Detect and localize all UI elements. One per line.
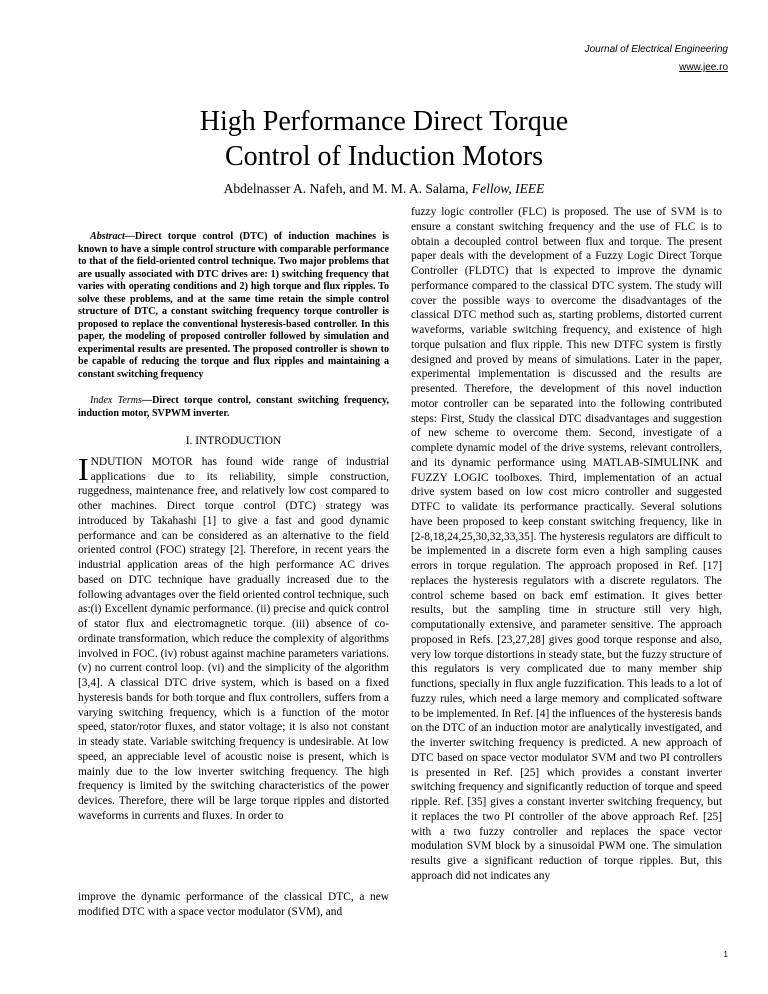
section-heading-introduction: I. INTRODUCTION (185, 435, 282, 447)
author-names: Abdelnasser A. Nafeh, and M. M. A. Salama, (223, 181, 472, 196)
abstract-label: Abstract (90, 231, 125, 242)
abstract-text: Direct torque control (DTC) of induction machines is known to have a simple control structure with comparable performance to that of the field-oriented control technique. Two major problems that are usually associated with DTC drives are: 1) switching frequency that varies with operating conditions and 2) high torque and flux ripples. To solve these problems, and at the same time retain the simple control structure of DTC, a constant switching frequency torque controller is proposed to replace the conventional hysteresis-based controller. In this paper, the modeling of proposed controller followed by simulation and experimental results are presented. The proposed controller is shown to be capable of reducing the torque and flux ripples and maintaining a constant switching frequency (78, 231, 389, 380)
abstract-dash: — (124, 231, 135, 242)
drop-cap: I (78, 450, 89, 487)
intro-text-left: NDUTION MOTOR has found wide range of industrial applications due to its reliability, simple construction, ruggedness, maintenance free, and relatively low cost compared to other machines. Direct torque control (DTC) strategy was introduced by Takahashi [1] to give a fast and good dynamic performance and can be considered as an alternative to the field oriented control (FOC) strategy [2]. Therefore, in recent years the industrial application areas of the high performance AC drives based on DTC technique have gradually increased due to the following advantages over the field oriented control technique, such as:(i) Excellent dynamic performance. (ii) precise and quick control of stator flux and electromagnetic torque. (iii) absence of co-ordinate transformation, which reduce the complexity of algorithms involved in FOC. (iv) robust against machine parameters variations. (v) no current control loop. (vi) and the simplicity of the algorithm [3,4]. A classical DTC drive system, which is based on a fixed hysteresis bands for both torque and flux controllers, suffers from a varying switching frequency, which is a function of the motor speed, stator/rotor fluxes, and stator voltage; it is also not constant in steady state. Variable switching frequency is undesirable. At low speed, an appreciable level of acoustic noise is present, which is mainly due to the low inverter switching frequency. The high frequency is limited by the switching characteristics of the power devices. Therefore, there will be large torque ripples and distorted waveforms in currents and fluxes. In order to (78, 455, 389, 822)
author-fellow: Fellow, IEEE (471, 181, 545, 196)
index-terms (78, 395, 389, 420)
left-column (78, 231, 389, 824)
page-number: 1 (723, 950, 728, 959)
intro-paragraph (78, 450, 389, 824)
index-terms-label: Index Terms (90, 395, 142, 406)
paper-title: High Performance Direct Torque Control of Induction Motors (199, 106, 569, 172)
authors (0, 181, 768, 197)
right-column (411, 205, 722, 884)
abstract (78, 231, 389, 381)
journal-url-link[interactable]: www.jee.ro (679, 62, 728, 73)
journal-name: Journal of Electrical Engineering (584, 44, 728, 55)
index-terms-text: —Direct torque control, constant switching frequency, induction motor, SVPWM inverter. (78, 395, 389, 419)
left-column-continuation: improve the dynamic performance of the classical DTC, a new modified DTC with a space vector modulator (SVM), and (78, 891, 389, 918)
intro-text-right: fuzzy logic controller (FLC) is proposed. The use of SVM is to ensure a constant switching frequency and the use of FLC is to obtain a decoupled control between flux and torque. The present paper deals with the development of a Fuzzy Logic Direct Torque Controller (FLDTC) that is expected to improve the dynamic performance compared to the classical DTC system. The study will cover the possible ways to overcome the disadvantages of the classical DTC method such as, starting problems, distorted current waveforms, variable switching frequency, and existence of high torque pulsation and flux ripple. This new DTFC system is firstly designed and proved by means of simulations. Later in the paper, experimental implementation is discussed and the results are presented. Therefore, the development of this novel induction motor controller can be separated into the following contributed steps: First, Study the classical DTC disadvantages and suggestion of new scheme to overcome them. Second, investigate of a complete dynamic model of the drive systems, relevant controllers, and its dynamic performance using MATLAB-SIMULINK and FUZZY LOGIC toolboxes. Third, implementation of an actual drive system based on low cost micro controller and suggested DTFC to validate its performance practically. Several solutions have been proposed to keep constant switching frequency, like in [2-8,18,24,25,30,32,33,35]. The hysteresis regulators are difficult to be implemented in a discrete form even a high sampling causes errors in torque regulation. The approach proposed in Ref. [17] replaces the hysteresis regulators with a discrete regulators. The control scheme based on back emf estimation. It gives better results, but the sampling time in structure still very high, computationally extensive, and parameter sensitive. The approach proposed in Refs. [23,27,28] gives good torque response and also, very low torque distortions in steady state, but the fuzzy structure of this regulators is very complicated due to many member ship functions, specially in flux angle fuzzification. This leads to a lot of fuzzy rules, which need a large memory and complicated software to be implemented. In Ref. [4] the influences of the hysteresis bands on the DTC of an induction motor are analytically investigated, and the inverter switching frequency is predicted. A new approach of DTC based on space vector modulator SVM and two PI controllers is presented in Ref. [25] which provides a constant inverter switching frequency and significantly reduction of torque and speed ripple. Ref. [35] gives a constant inverter switching frequency, but it replaces the two PI controller of the above approach Ref. [25] with a two fuzzy controller and replaces the space vector modulation SVM block by a sinusoidal PWM one. The simulation results give a significant reduction of torque ripples. But, this approach did not indicates any (411, 206, 722, 882)
